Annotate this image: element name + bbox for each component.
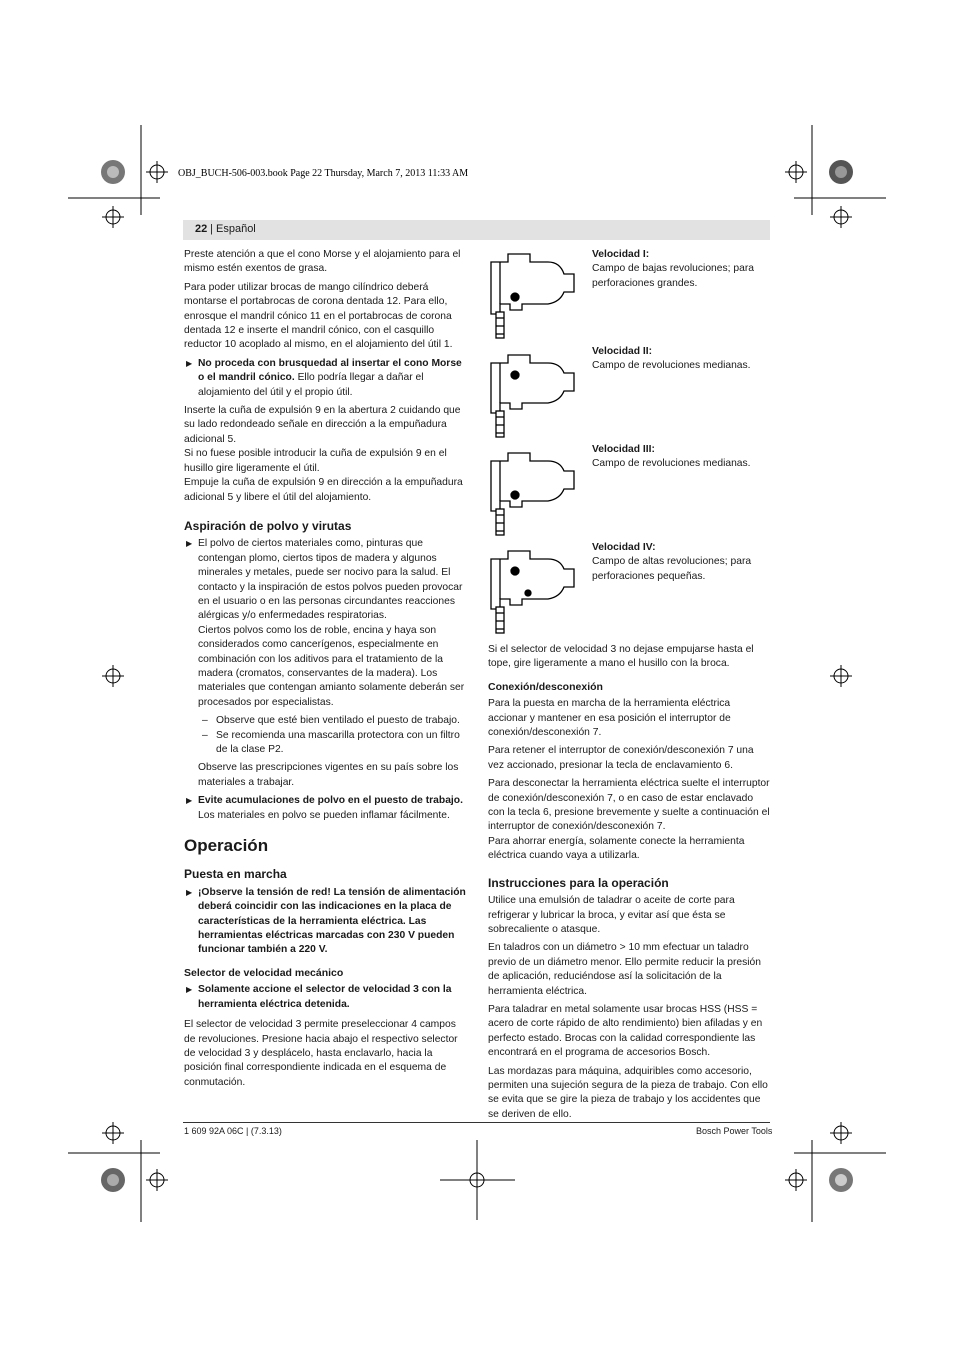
section-heading: Instrucciones para la operación <box>488 875 669 890</box>
paragraph: Para desconectar la herramienta eléctrica suelte el interruptor de conexión/desconexión 7, o en caso de estar enclavado con la tecla 6, presione brevemente y suelte a continuación el interruptor de conexión/desconexión 7. <box>488 778 770 833</box>
speed-block-3 <box>488 443 770 539</box>
bullet-icon: ▶ <box>186 358 193 368</box>
warning-bullet: ▶ Evite acumulaciones de polvo en el puesto de trabajo. Los materiales en polvo se pueden inflamar fácilmente. <box>186 795 463 821</box>
header-separator: | <box>210 223 213 235</box>
section-heading: Puesta en marcha <box>184 867 287 882</box>
paragraph: Empuje la cuña de expulsión 9 en dirección a la empuñadura adicional 5 y libere el útil del alojamiento. <box>184 477 463 503</box>
paragraph: En taladros con un diámetro > 10 mm efectuar un taladro previo de un diámetro menor. Ello permite reducir la presión de aplicación, reduciéndose así la solicitación de la herramienta eléctrica. <box>488 942 762 997</box>
warning-bullet: ▶ No proceda con brusquedad al insertar el cono Morse o el mandril cónico. Ello podría llegar a dañar el alojamiento del útil y el propio útil. <box>186 357 462 398</box>
footer-brand: Bosch Power Tools <box>696 1126 773 1136</box>
paragraph: Ciertos polvos como los de roble, encina y haya son considerados como cancerígenos, especialmente en combinación con los aditivos para el tratamiento de la madera (cromatos, conservantes de la madera). Los materiales que contengan amianto solamente deberán ser procesados por especialistas. <box>198 624 465 708</box>
paragraph: Para la puesta en marcha de la herramienta eléctrica accionar y mantener en esa posición el interruptor de conexión/desconexión 7. <box>488 698 731 739</box>
paragraph: Preste atención a que el cono Morse y el alojamiento para el mismo estén exentos de grasa. <box>184 249 461 275</box>
bullet-icon: ▶ <box>186 985 193 995</box>
left-column <box>184 248 466 1094</box>
right-column <box>488 643 770 1126</box>
list-item: – Se recomienda una mascarilla protectora con un filtro de la clase P2. <box>202 729 460 755</box>
speed-text: Velocidad III: Campo de revoluciones medianas. <box>592 444 751 470</box>
paragraph: Si el selector de velocidad 3 no dejase empujarse hasta el tope, gire ligeramente a mano el husillo con la broca. <box>488 644 754 670</box>
gear-selector-diagram <box>488 443 583 539</box>
paragraph: Para ahorrar energía, solamente conecte la herramienta eléctrica cuando vaya a utilizarla. <box>488 835 745 862</box>
speed-text: Velocidad IV: Campo de altas revoluciones; para perforaciones pequeñas. <box>592 542 752 582</box>
bullet-icon: ▶ <box>186 796 193 806</box>
footer-doc-number: 1 609 92A 06C | (7.3.13) <box>184 1126 282 1136</box>
page-header <box>183 220 770 240</box>
gear-selector-diagram <box>488 248 583 344</box>
page-number: 22 <box>195 223 208 235</box>
gear-selector-diagram <box>488 541 583 637</box>
speed-block-4 <box>488 541 770 637</box>
subsection-heading: Selector de velocidad mecánico <box>184 966 344 979</box>
gear-selector-diagram <box>488 345 583 441</box>
warning-bullet: ▶ ¡Observe la tensión de red! La tensión de alimentación deberá coincidir con las indicaciones en la placa de características de la herramienta eléctrica. Las herramientas eléctricas marcadas con 230 V pueden funcionar también a 220 V. <box>186 886 466 956</box>
paragraph: Para retener el interruptor de conexión/desconexión 7 una vez accionado, presionar la tecla de enclavamiento 6. <box>488 745 754 771</box>
print-slug: OBJ_BUCH-506-003.book Page 22 Thursday, March 7, 2013 11:33 AM <box>178 168 469 179</box>
footer-rule <box>183 1122 770 1123</box>
warning-bullet: ▶ El polvo de ciertos materiales como, pinturas que contengan plomo, ciertos tipos de madera y algunos minerales y metales, puede ser nocivo para la salud. El contacto y la inspiración de estos polvos pueden provocar en el usuario o en las personas circundantes reacciones alérgicas y/o enfermedades respiratorias. <box>186 538 463 622</box>
paragraph: Para poder utilizar brocas de mango cilíndrico deberá montarse el portabrocas de corona dentada 12. Para ello, enrosque el mandril cónico 11 en el portabrocas de corona dentada 12 e inserte el mandril cónico, con el casquillo reductor 10 acoplado al mismo, en el alojamiento del útil 1. <box>184 281 453 351</box>
paragraph: El selector de velocidad 3 permite preseleccionar 4 campos de revoluciones. Presione hacia abajo el respectivo selector de velocidad 3 y desplácelo, hasta enclavarlo, hacia la posición final correspondiente indicada en el esquema de conmutación. <box>184 1019 458 1088</box>
bullet-icon: ▶ <box>186 539 193 549</box>
header-language: Español <box>216 223 256 235</box>
speed-text: Velocidad I: Campo de bajas revoluciones; para perforaciones grandes. <box>592 249 754 289</box>
paragraph: Observe las prescripciones vigentes en su país sobre los materiales a trabajar. <box>198 762 459 788</box>
speed-block-2 <box>488 345 770 441</box>
speed-text: Velocidad II: Campo de revoluciones medianas. <box>592 346 751 372</box>
chapter-heading: Operación <box>184 836 269 856</box>
bullet-icon: ▶ <box>186 887 193 897</box>
paragraph: Para taladrar en metal solamente usar brocas HSS (HSS = acero de corte rápido de alto rendimiento) bien afiladas y en perfecto estado. Brocas con la calidad correspondiente las encontrará en el programa de accesorios Bosch. <box>488 1003 763 1059</box>
paragraph: Si no fuese posible introducir la cuña de expulsión 9 en el husillo gire ligeramente el útil. <box>184 448 447 474</box>
paragraph: Utilice una emulsión de taladrar o aceite de corte para refrigerar y lubricar la broca, y evitar así que ésta se sobrecaliente o atasque. <box>488 895 735 935</box>
section-heading: Aspiración de polvo y virutas <box>184 518 352 533</box>
paragraph: Las mordazas para máquina, adquiribles como accesorio, permiten una sujeción segura de la pieza de trabajo. Con ello se evita que se gire la pieza de trabajo y los accidentes que se deriven de ello. <box>488 1065 768 1120</box>
subsection-heading: Conexión/desconexión <box>488 680 603 693</box>
speed-block-1 <box>488 248 770 344</box>
paragraph: Inserte la cuña de expulsión 9 en la abertura 2 cuidando que su lado redondeado señale en dirección a la empuñadura adicional 5. <box>184 405 461 445</box>
warning-bullet: ▶ Solamente accione el selector de velocidad 3 con la herramienta eléctrica detenida. <box>186 984 452 1010</box>
list-item: – Observe que esté bien ventilado el puesto de trabajo. <box>202 715 460 727</box>
